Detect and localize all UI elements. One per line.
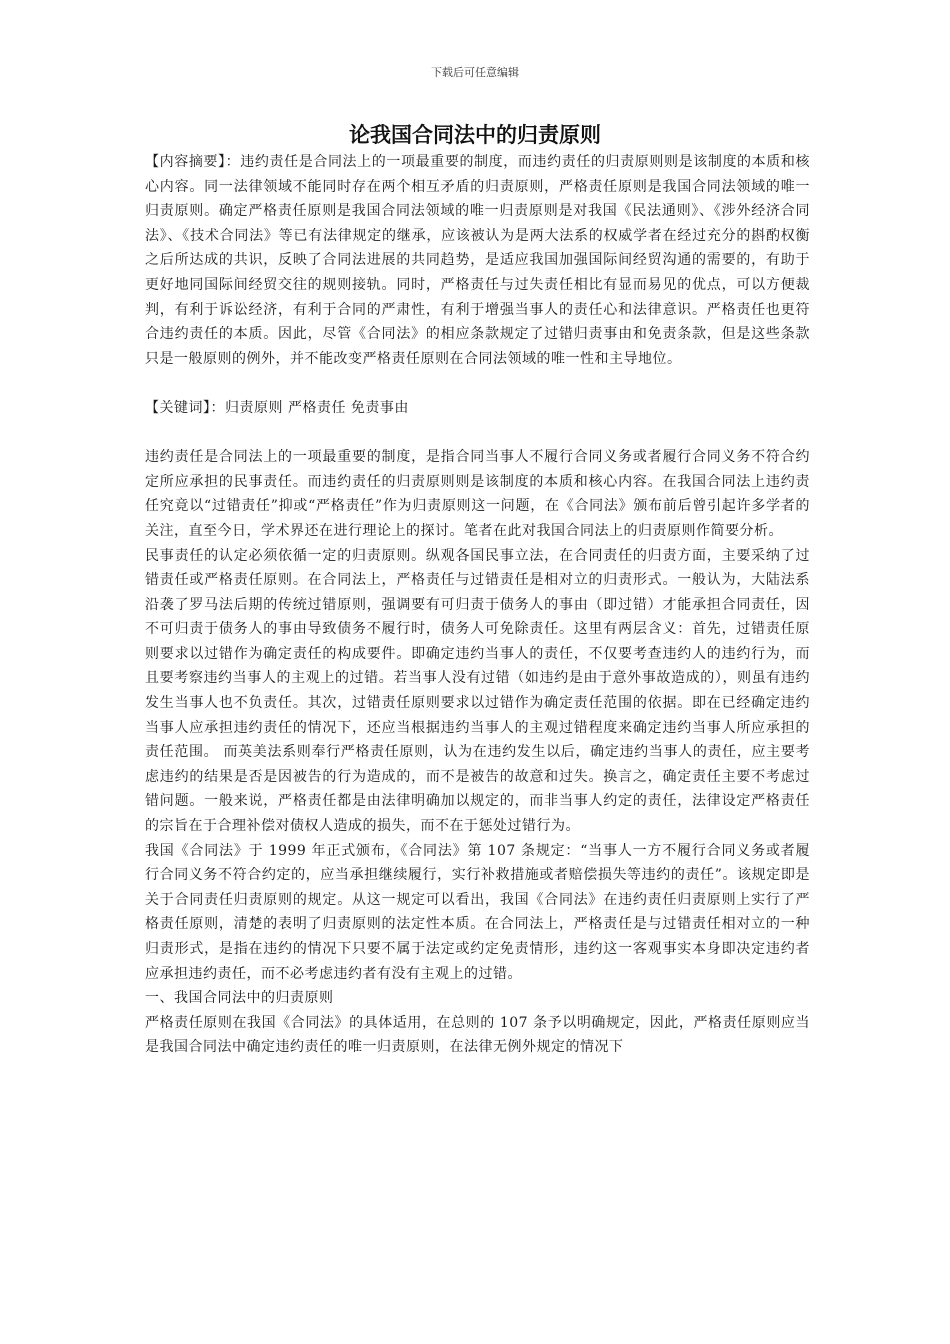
header-note: 下载后可任意编辑: [431, 66, 519, 79]
body-paragraph-3: 我国《合同法》于 1999 年正式颁布，《合同法》第 107 条规定：“当事人一方不履行合同义务或者履行合同义务不符合约定的，应当承担继续履行，实行补救措施或者赔偿损失等违约的责任”。该规定即是关于合同责任归责原则的规定。从这一规定可以看出，我国《合同法》在违约责任归责原则上实行了严格责任原则，清楚的表明了归责原则的法定性本质。在合同法上，严格责任是与过错责任相对立的一种归责形式，是指在违约的情况下只要不属于法定或约定免责情形，违约这一客观事实本身即决定违约者应承担违约责任，而不必考虑违约者有没有主观上的过错。: [145, 842, 810, 982]
keywords-line: 【关键词】：归责原则 严格责任 免责事由: [145, 399, 409, 416]
body-paragraph-4: 严格责任原则在我国《合同法》的具体适用，在总则的 107 条予以明确规定，因此，严格责任原则应当是我国合同法中确定违约责任的唯一归责原则，在法律无例外规定的情况下: [145, 1014, 810, 1056]
document-body: [145, 150, 810, 1060]
spacer: [145, 421, 810, 446]
spacer: [145, 371, 810, 396]
abstract-paragraph: 【内容摘要】：违约责任是合同法上的一项最重要的制度，而违约责任的归责原则则是该制度的本质和核心内容。同一法律领域不能同时存在两个相互矛盾的归责原则，严格责任原则是我国合同法领域的唯一归责原则。确定严格责任原则是我国合同法领域的唯一归责原则是对我国《民法通则》、《涉外经济合同法》、《技术合同法》等已有法律规定的继承，应该被认为是两大法系的权威学者在经过充分的斟酌权衡之后所达成的共识，反映了合同法进展的共同趋势，是适应我国加强国际间经贸沟通的需要的，有助于更好地同国际间经贸交往的规则接轨。同时，严格责任与过失责任相比有显而易见的优点，可以方便裁判，有利于诉讼经济，有利于合同的严肃性，有利于增强当事人的责任心和法律意识。严格责任也更符合违约责任的本质。因此，尽管《合同法》的相应条款规定了过错归责事由和免责条款，但是这些条款只是一般原则的例外，并不能改变严格责任原则在合同法领域的唯一性和主导地位。: [145, 154, 810, 367]
document-title: 论我国合同法中的归责原则: [349, 123, 601, 147]
body-paragraph-1: 违约责任是合同法上的一项最重要的制度，是指合同当事人不履行合同义务或者履行合同义务不符合约定所应承担的民事责任。而违约责任的归责原则则是该制度的本质和核心内容。在我国合同法上违约责任究竟以“过错责任”抑或“严格责任”作为归责原则这一问题，在《合同法》颁布前后曾引起许多学者的关注，直至今日，学术界还在进行理论上的探讨。笔者在此对我国合同法上的归责原则作简要分析。: [145, 449, 810, 539]
section-heading: 一、我国合同法中的归责原则: [145, 990, 334, 1007]
body-paragraph-2: 民事责任的认定必须依循一定的归责原则。纵观各国民事立法，在合同责任的归责方面，主要采纳了过错责任或严格责任原则。在合同法上，严格责任与过错责任是相对立的归责形式。一般认为，大陆法系沿袭了罗马法后期的传统过错原则，强调要有可归责于债务人的事由（即过错）才能承担合同责任，因不可归责于债务人的事由导致债务不履行时，债务人可免除责任。这里有两层含义：首先，过错责任原则要求以过错作为确定责任的构成要件。即确定违约当事人的责任，不仅要考查违约人的违约行为，而且要考察违约当事人的主观上的过错。若当事人没有过错（如违约是由于意外事故造成的），则虽有违约发生当事人也不负责任。其次，过错责任原则要求以过错作为确定责任范围的依据。即在已经确定违约当事人应承担违约责任的情况下，还应当根据违约当事人的主观过错程度来确定违约当事人所应承担的责任范围。 而英美法系则奉行严格责任原则，认为在违约发生以后，确定违约当事人的责任，应主要考虑违约的结果是否是因被告的行为造成的，而不是被告的故意和过失。换言之，确定责任主要不考虑过错问题。一般来说，严格责任都是由法律明确加以规定的，而非当事人约定的责任，法律设定严格责任的宗旨在于合理补偿对债权人造成的损失，而不在于惩处过错行为。: [145, 547, 810, 835]
